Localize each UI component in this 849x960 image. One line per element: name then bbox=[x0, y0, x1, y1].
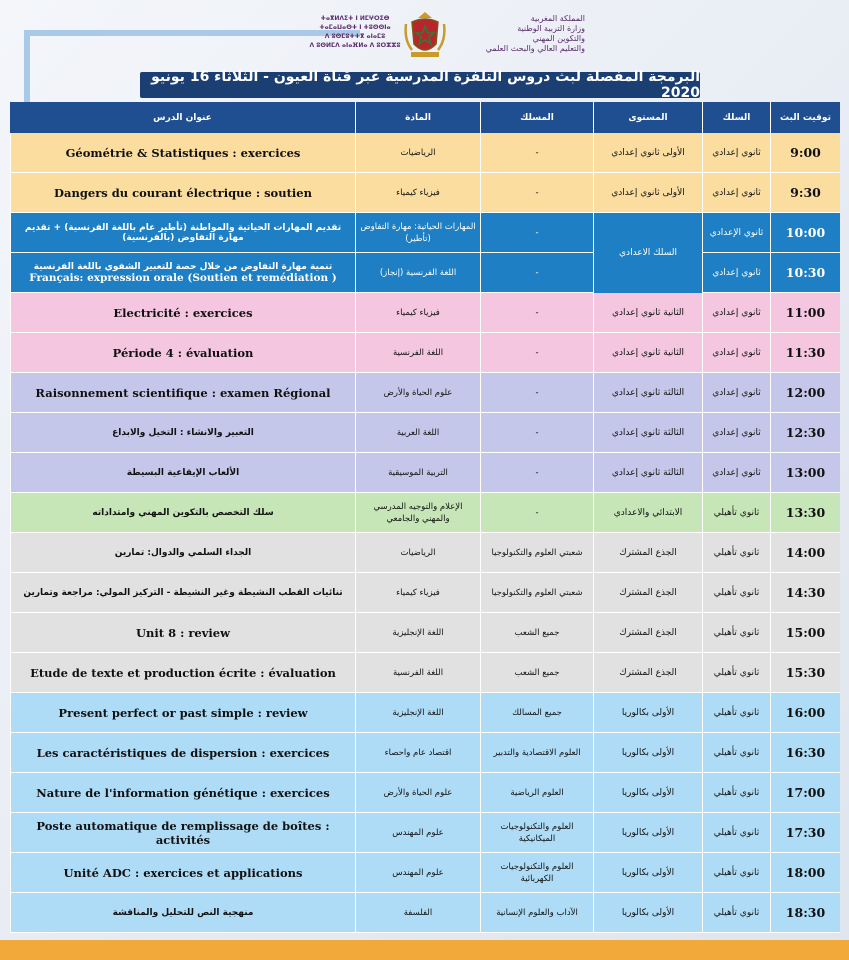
cell-level: الأولى بكالوريا bbox=[593, 733, 702, 772]
cell-cycle: ثانوي إعدادي bbox=[702, 373, 770, 412]
cell-time: 11:30 bbox=[770, 333, 840, 372]
cell-subject: الرياضيات bbox=[355, 533, 480, 572]
header-cycle: السلك bbox=[702, 102, 770, 133]
cell-track: - bbox=[480, 253, 593, 292]
cell-cycle: ثانوي تأهيلي bbox=[702, 693, 770, 732]
cell-title: تقديم المهارات الحياتية والمواطنة (تأطير عام باللغة الفرنسية) + تقديم مهارة التفاوض (بالفرنسية) bbox=[10, 213, 355, 252]
ministry-header bbox=[0, 0, 849, 68]
table-row bbox=[10, 453, 840, 493]
table-row bbox=[10, 213, 840, 258]
cell-time: 12:30 bbox=[770, 413, 840, 452]
cell-subject: الرياضيات bbox=[355, 133, 480, 172]
cell-level: الثانية ثانوي إعدادي bbox=[593, 333, 702, 372]
table-row bbox=[10, 373, 840, 413]
cell-time: 18:30 bbox=[770, 893, 840, 932]
table-row bbox=[10, 533, 840, 573]
cell-title: Unité ADC : exercices et applications bbox=[10, 853, 355, 892]
schedule-table bbox=[10, 102, 840, 933]
cell-cycle: ثانوي تأهيلي bbox=[702, 573, 770, 612]
table-row bbox=[10, 293, 840, 333]
table-row bbox=[10, 573, 840, 613]
cell-track: الآداب والعلوم الإنسانية bbox=[480, 893, 593, 932]
cell-track: - bbox=[480, 373, 593, 412]
cell-subject: علوم المهندس bbox=[355, 853, 480, 892]
header-subject: المادة bbox=[355, 102, 480, 133]
cell-level: الثالثة ثانوي إعدادي bbox=[593, 373, 702, 412]
cell-level: الجذع المشترك bbox=[593, 653, 702, 692]
cell-cycle: ثانوي تأهيلي bbox=[702, 813, 770, 852]
cell-subject: اللغة الفرنسية (إنجاز) bbox=[355, 253, 480, 292]
cell-title: Les caractéristiques de dispersion : exercices bbox=[10, 733, 355, 772]
cell-subject: الفلسفة bbox=[355, 893, 480, 932]
cell-level: الأولى بكالوريا bbox=[593, 773, 702, 812]
cell-subject: اللغة العربية bbox=[355, 413, 480, 452]
cell-track: العلوم والتكنولوجيات الميكانيكية bbox=[480, 813, 593, 852]
cell-title: التعبير والانشاء : التخيل والابداع bbox=[10, 413, 355, 452]
cell-title: Etude de texte et production écrite : évaluation bbox=[10, 653, 355, 692]
cell-time: 14:30 bbox=[770, 573, 840, 612]
cell-level: الثانية ثانوي إعدادي bbox=[593, 293, 702, 332]
cell-track: شعبتي العلوم والتكنولوجيا bbox=[480, 533, 593, 572]
cell-title: Unit 8 : review bbox=[10, 613, 355, 652]
cell-track: - bbox=[480, 173, 593, 212]
cell-level: الثالثة ثانوي إعدادي bbox=[593, 453, 702, 492]
cell-cycle: ثانوي تأهيلي bbox=[702, 733, 770, 772]
cell-track: - bbox=[480, 293, 593, 332]
cell-level: الجذع المشترك bbox=[593, 533, 702, 572]
cell-track: العلوم والتكنولوجيات الكهربائية bbox=[480, 853, 593, 892]
cell-subject: فيزياء كيمياء bbox=[355, 293, 480, 332]
table-row bbox=[10, 253, 840, 293]
cell-time: 9:30 bbox=[770, 173, 840, 212]
cell-subject: علوم الحياة والأرض bbox=[355, 373, 480, 412]
cell-cycle: ثانوي تأهيلي bbox=[702, 653, 770, 692]
cell-cycle: ثانوي تأهيلي bbox=[702, 533, 770, 572]
cell-time: 10:00 bbox=[770, 213, 840, 252]
cell-cycle: ثانوي تأهيلي bbox=[702, 773, 770, 812]
table-row bbox=[10, 613, 840, 653]
cell-time: 9:00 bbox=[770, 133, 840, 172]
cell-track: - bbox=[480, 493, 593, 532]
table-row bbox=[10, 653, 840, 693]
cell-track: شعبتي العلوم والتكنولوجيا bbox=[480, 573, 593, 612]
cell-track: جميع الشعب bbox=[480, 653, 593, 692]
tifinagh-ministry-name: ⵜⴰⴳⵍⴷⵉⵜ ⵏ ⵍⵎⵖⵔⵉⴱ ⵜⴰⵎⴰⵡⴰⵙⵜ ⵏ ⵜⵓⵙⵙⵏⴰ ⴷ ⵓⵙⵎⵓⵜⵜⴳ ⴰⵏⴰⵎⵓ ⴷ ⵓⵙⵍⵎⴷ ⴰⵏⴰⴼⵍⴰ ⴷ ⵓⵔⵣⵣⵓ bbox=[309, 15, 401, 49]
cell-cycle: ثانوي إعدادي bbox=[702, 173, 770, 212]
cell-track: - bbox=[480, 133, 593, 172]
cell-track: - bbox=[480, 413, 593, 452]
cell-track: العلوم الرياضية bbox=[480, 773, 593, 812]
cell-level: الأولى ثانوي إعدادي bbox=[593, 133, 702, 172]
table-row bbox=[10, 733, 840, 773]
cell-cycle: ثانوي تأهيلي bbox=[702, 893, 770, 932]
cell-time: 10:30 bbox=[770, 253, 840, 292]
cell-track: العلوم الاقتصادية والتدبير bbox=[480, 733, 593, 772]
cell-level: الأولى بكالوريا bbox=[593, 693, 702, 732]
arabic-ministry-name: المملكة المغربية وزارة التربية الوطنية والتكوين المهني والتعليم العالي والبحث العلمي bbox=[485, 14, 585, 53]
cell-title: Electricité : exercices bbox=[10, 293, 355, 332]
cell-subject: فيزياء كيمياء bbox=[355, 573, 480, 612]
footer-band bbox=[0, 940, 849, 960]
table-row bbox=[10, 173, 840, 213]
cell-level: الثالثة ثانوي إعدادي bbox=[593, 413, 702, 452]
cell-cycle: ثانوي إعدادي bbox=[702, 413, 770, 452]
cell-subject: الإعلام والتوجيه المدرسي والمهني والجامعي bbox=[355, 493, 480, 532]
header-track: المسلك bbox=[480, 102, 593, 133]
cell-title: Poste automatique de remplissage de boîtes : activités bbox=[10, 813, 355, 852]
cell-level: الأولى ثانوي إعدادي bbox=[593, 173, 702, 212]
page-title: البرمجة المفصلة لبث دروس التلفزة المدرسية عبر قناة العيون - الثلاثاء 16 يونيو 2020 bbox=[140, 72, 700, 98]
cell-title: Raisonnement scientifique : examen Régional bbox=[10, 373, 355, 412]
table-row bbox=[10, 493, 840, 533]
cell-cycle: ثانوي تأهيلي bbox=[702, 853, 770, 892]
cell-subject: اللغة الفرنسية bbox=[355, 653, 480, 692]
table-row bbox=[10, 413, 840, 453]
cell-cycle: ثانوي إعدادي bbox=[702, 133, 770, 172]
table-row bbox=[10, 333, 840, 373]
cell-time: 13:00 bbox=[770, 453, 840, 492]
cell-level: الأولى بكالوريا bbox=[593, 813, 702, 852]
cell-level-merged: السلك الاعدادي bbox=[593, 213, 702, 293]
table-body bbox=[10, 133, 840, 933]
cell-title bbox=[10, 253, 355, 292]
cell-time: 13:30 bbox=[770, 493, 840, 532]
cell-cycle: ثانوي تأهيلي bbox=[702, 613, 770, 652]
header-level: المستوى bbox=[593, 102, 702, 133]
cell-title-french: Français: expression orale (Soutien et remédiation ) bbox=[29, 271, 337, 284]
cell-level: الجذع المشترك bbox=[593, 573, 702, 612]
cell-track: - bbox=[480, 453, 593, 492]
cell-level: الأولى بكالوريا bbox=[593, 893, 702, 932]
table-row bbox=[10, 773, 840, 813]
cell-track: - bbox=[480, 333, 593, 372]
cell-time: 15:30 bbox=[770, 653, 840, 692]
cell-time: 17:00 bbox=[770, 773, 840, 812]
cell-time: 14:00 bbox=[770, 533, 840, 572]
cell-subject: اللغة الإنجليزية bbox=[355, 693, 480, 732]
cell-time: 16:00 bbox=[770, 693, 840, 732]
cell-subject: فيزياء كيمياء bbox=[355, 173, 480, 212]
cell-time: 12:00 bbox=[770, 373, 840, 412]
morocco-coat-of-arms-icon bbox=[402, 10, 448, 60]
cell-title: تنائيات القطب النشيطة وغير النشيطة - التركيز المولي: مراجعة وتمارين bbox=[10, 573, 355, 612]
cell-cycle: ثانوي إعدادي bbox=[702, 253, 770, 292]
cell-time: 18:00 bbox=[770, 853, 840, 892]
cell-title: Nature de l'information génétique : exercices bbox=[10, 773, 355, 812]
table-row bbox=[10, 133, 840, 173]
cell-time: 15:00 bbox=[770, 613, 840, 652]
header-title: عنوان الدرس bbox=[153, 112, 212, 123]
cell-level: الابتدائي والاعدادي bbox=[593, 493, 702, 532]
cell-subject: اقتصاد عام واحصاء bbox=[355, 733, 480, 772]
cell-track: جميع المسالك bbox=[480, 693, 593, 732]
cell-cycle: ثانوي إعدادي bbox=[702, 453, 770, 492]
table-row bbox=[10, 693, 840, 733]
cell-time: 11:00 bbox=[770, 293, 840, 332]
header-time: توقيت البث bbox=[770, 102, 840, 133]
table-row bbox=[10, 813, 840, 853]
cell-track: - bbox=[480, 213, 593, 252]
cell-title: الجداء السلمي والدوال: تمارين bbox=[10, 533, 355, 572]
cell-title: سلك التخصص بالتكوين المهني وامتداداته bbox=[10, 493, 355, 532]
cell-cycle: ثانوي إعدادي bbox=[702, 333, 770, 372]
cell-title-arabic: تنمية مهارة التفاوض من خلال حصة للتعبير الشفوي باللغة الفرنسية bbox=[33, 261, 333, 272]
cell-level: الأولى بكالوريا bbox=[593, 853, 702, 892]
table-row bbox=[10, 893, 840, 933]
table-row bbox=[10, 853, 840, 893]
cell-title: Période 4 : évaluation bbox=[10, 333, 355, 372]
cell-title: منهجية النص للتحليل والمناقشة bbox=[10, 893, 355, 932]
cell-title: Dangers du courant électrique : soutien bbox=[10, 173, 355, 212]
cell-level: الجذع المشترك bbox=[593, 613, 702, 652]
cell-title: Present perfect or past simple : review bbox=[10, 693, 355, 732]
cell-track: جميع الشعب bbox=[480, 613, 593, 652]
cell-title: الألعاب الإيقاعية البسيطة bbox=[10, 453, 355, 492]
cell-subject: اللغة الفرنسية bbox=[355, 333, 480, 372]
table-header bbox=[10, 102, 840, 133]
cell-cycle: ثانوي الإعدادي bbox=[702, 213, 770, 252]
cell-title: Géométrie & Statistiques : exercices bbox=[10, 133, 355, 172]
cell-cycle: ثانوي تأهيلي bbox=[702, 493, 770, 532]
cell-subject: التربية الموسيقية bbox=[355, 453, 480, 492]
cell-time: 16:30 bbox=[770, 733, 840, 772]
cell-subject: علوم المهندس bbox=[355, 813, 480, 852]
cell-subject: علوم الحياة والأرض bbox=[355, 773, 480, 812]
cell-cycle: ثانوي إعدادي bbox=[702, 293, 770, 332]
cell-subject: المهارات الحياتية: مهارة التفاوض (تأطير) bbox=[355, 213, 480, 252]
cell-time: 17:30 bbox=[770, 813, 840, 852]
cell-subject: اللغة الإنجليزية bbox=[355, 613, 480, 652]
